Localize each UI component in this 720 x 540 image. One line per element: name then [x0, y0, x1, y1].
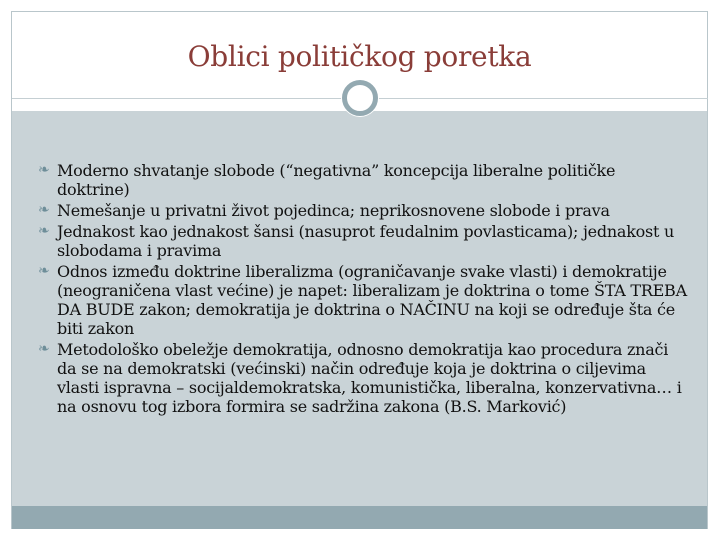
footer-bar: [12, 506, 707, 529]
leaf-bullet-icon: ❧: [38, 202, 50, 218]
bullet-text: Jednakost kao jednakost šansi (nasuprot feudalnim povlasticama); jednakost u slobodama i pravima: [57, 222, 675, 260]
bullet-item: [38, 262, 692, 338]
leaf-bullet-icon: ❧: [38, 223, 50, 239]
leaf-bullet-icon: ❧: [38, 263, 50, 279]
bullet-item: [38, 201, 692, 220]
bullet-list: [38, 161, 692, 418]
title-divider-left: [12, 98, 342, 99]
bullet-text: Odnos između doktrine liberalizma (ograničavanje svake vlasti) i demokratije (neograničena vlast većine) je napet: liberalizam je doktrina o tome ŠTA TREBA DA BUDE zakon; demokratija je doktrina o NAČINU na koji se određuje šta će biti zakon: [57, 262, 687, 338]
bullet-text: Metodološko obeležje demokratija, odnosno demokratija kao procedura znači da se na demokratski (većinski) način određuje koja je doktrina o ciljevima vlasti ispravna – socijaldemokratska, komunistička, liberalna, konzervativna… i na osnovu tog izbora formira se sadržina zakona (B.S. Marković): [57, 340, 682, 416]
slide-frame: [11, 11, 708, 529]
slide-title: Oblici političkog poretka: [187, 40, 532, 73]
leaf-bullet-icon: ❧: [38, 162, 50, 178]
bullet-item: [38, 340, 692, 416]
title-divider-right: [378, 98, 708, 99]
ring-icon: [342, 80, 378, 116]
bullet-text: Nemešanje u privatni život pojedinca; neprikosnovene slobode i prava: [57, 201, 610, 220]
leaf-bullet-icon: ❧: [38, 341, 50, 357]
content-area: [12, 111, 707, 506]
bullet-item: [38, 161, 692, 199]
bullet-text: Moderno shvatanje slobode (“negativna” koncepcija liberalne političke doktrine): [57, 161, 616, 199]
bullet-item: [38, 222, 692, 260]
